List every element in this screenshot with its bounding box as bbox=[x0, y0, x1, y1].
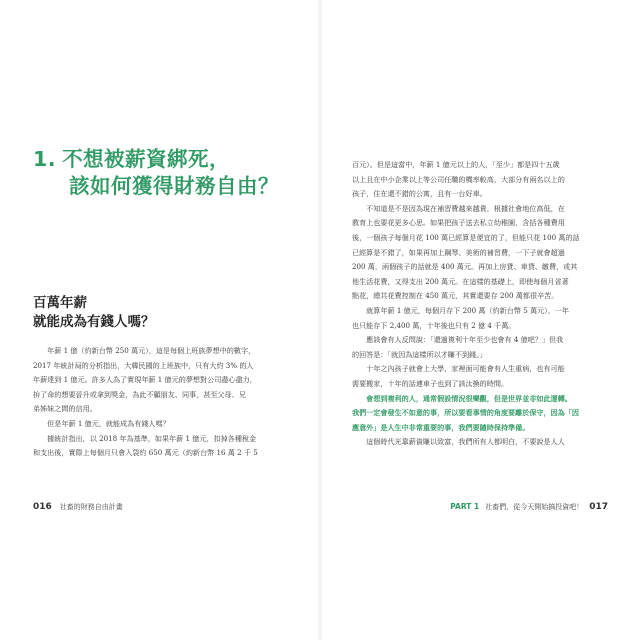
part-title: 社畜們，從今天開始搞投資吧！ bbox=[485, 503, 584, 511]
body-paragraph bbox=[352, 202, 610, 304]
text-line: 以上且在中小企業以上等公司任職的機率較高，大部分有兩名以上的 bbox=[352, 174, 565, 184]
chapter-title bbox=[33, 146, 279, 200]
left-body-text bbox=[33, 344, 286, 461]
text-line: 就算年薪 1 億元，每個月存下 200 萬（約新台幣 5 萬元），一年 bbox=[352, 305, 569, 315]
text-line: 據統計指出，以 2018 年為基準，如果年薪 1 億元，扣掉各種稅金 bbox=[33, 433, 257, 443]
text-line: 這個時代光靠薪資賺以致富，我們所有人都明白，不要說是人人 bbox=[352, 437, 565, 447]
body-paragraph bbox=[352, 362, 610, 391]
text-line: 但是年薪 1 億元，就能成為有錢人嗎？ bbox=[33, 418, 170, 428]
chapter-number: 1. bbox=[33, 147, 57, 171]
text-line: 百元）。但是這當中，年薪 1 億元以上的人，「至少」都是四十五歲 bbox=[352, 160, 560, 169]
text-line: 已經算是不錯了，如果再加上鋼琴、美術的補習費，一下子就會超過 bbox=[352, 247, 565, 257]
text-line: 年薪達到 1 億元。許多人為了實現年薪 1 億元的夢想對公司盡心盡力， bbox=[33, 375, 257, 385]
right-footer bbox=[450, 502, 608, 512]
text-line: 孩子，住在還不錯的公寓，且有一台好車。 bbox=[352, 189, 487, 199]
text-line: 200 萬，兩個孩子的話就是 400 萬元。再加上房貸、車貸、繳費，或其 bbox=[352, 262, 578, 272]
body-paragraph bbox=[33, 432, 286, 461]
chapter-title-line2: 該如何獲得財務自由？ bbox=[69, 174, 279, 198]
right-page bbox=[320, 0, 640, 640]
text-line: 年薪 1 億（約新台幣 250 萬元），這是每個上班族夢想中的數字， bbox=[33, 346, 256, 355]
text-line: 後，一個孩子每個月花 100 萬已經算是便宜的了，但能只花 100 萬的話 bbox=[352, 232, 580, 242]
text-line: 拚了命的想要晉升或拿到獎金，為此不顧朋友、同事，甚至父母、兄 bbox=[33, 389, 246, 399]
highlight-line-mixed bbox=[352, 421, 610, 436]
section-heading bbox=[33, 294, 155, 332]
text-line: 的回答是：「就因為這樣所以才賺不到錢。」 bbox=[352, 349, 487, 359]
text-line: 應該會有人反問說：「還過複利十年至少也會有 4 億吧？」但我 bbox=[352, 335, 564, 345]
highlight-line: 會想到複利的人，通常假設情況很樂觀，但是世界並非如此運轉。 bbox=[352, 393, 572, 403]
part-label: PART 1 bbox=[450, 502, 480, 511]
body-paragraph bbox=[352, 304, 610, 333]
text-line: 點花，總共花費控制在 450 萬元，其實還要存 200 萬都很辛苦。 bbox=[352, 291, 559, 301]
chapter-title-line1: 不想被薪資綁死， bbox=[62, 147, 231, 171]
text-line: 需要搬家，十年的話連車子也到了該汰換的時間。 bbox=[352, 378, 509, 388]
text-line: 十年之內孩子就會上大學，家裡面可能會有人生重病，也有可能 bbox=[352, 364, 565, 374]
body-paragraph bbox=[352, 435, 610, 450]
page-number-right: 017 bbox=[589, 502, 608, 512]
text-line: 2017 年統計局的分析指出，大韓民國的上班族中，只有大約 3% 的人 bbox=[33, 360, 254, 370]
text-line: 和支出後，實際上每個月只會入袋約 650 萬元（約新台幣 16 萬 2 千 5 bbox=[33, 448, 258, 458]
right-body-text bbox=[352, 158, 610, 450]
text-line: 弟姊妹之間的信用。 bbox=[33, 404, 97, 414]
body-paragraph bbox=[33, 417, 286, 432]
body-paragraph bbox=[33, 344, 286, 417]
text-line: 不知道是不是因為現在補習費越來越貴，根據社會地位高低，在 bbox=[352, 203, 565, 213]
running-book-title: 社畜的財務自由計畫 bbox=[59, 503, 123, 511]
page-number-left: 016 bbox=[33, 502, 52, 512]
body-paragraph bbox=[352, 158, 610, 202]
text-line: 教育上也要花更多心思。如果把孩子送去私立幼稚園，含括各種費用 bbox=[352, 218, 565, 228]
body-paragraph bbox=[352, 333, 610, 362]
section-heading-line1: 百萬年薪 bbox=[33, 295, 87, 311]
highlight-paragraph bbox=[352, 392, 610, 436]
highlight-line: 我們一定會發生不如意的事，所以要看事情的角度要離於保守，因為「因 bbox=[352, 408, 579, 418]
highlight-line: 應意外」是人生中非常重要的事，我們要隨時保持準備。 bbox=[352, 422, 530, 432]
section-heading-line2: 就能成為有錢人嗎？ bbox=[33, 314, 155, 330]
text-line: 他生活花費，又得支出 200 萬元。在這樣的基礎上，即使每個月省著 bbox=[352, 276, 569, 286]
left-footer bbox=[33, 502, 123, 512]
text-line: 也只能存下 2,400 萬，十年後也只有 2 億 4 千萬。 bbox=[352, 320, 516, 330]
